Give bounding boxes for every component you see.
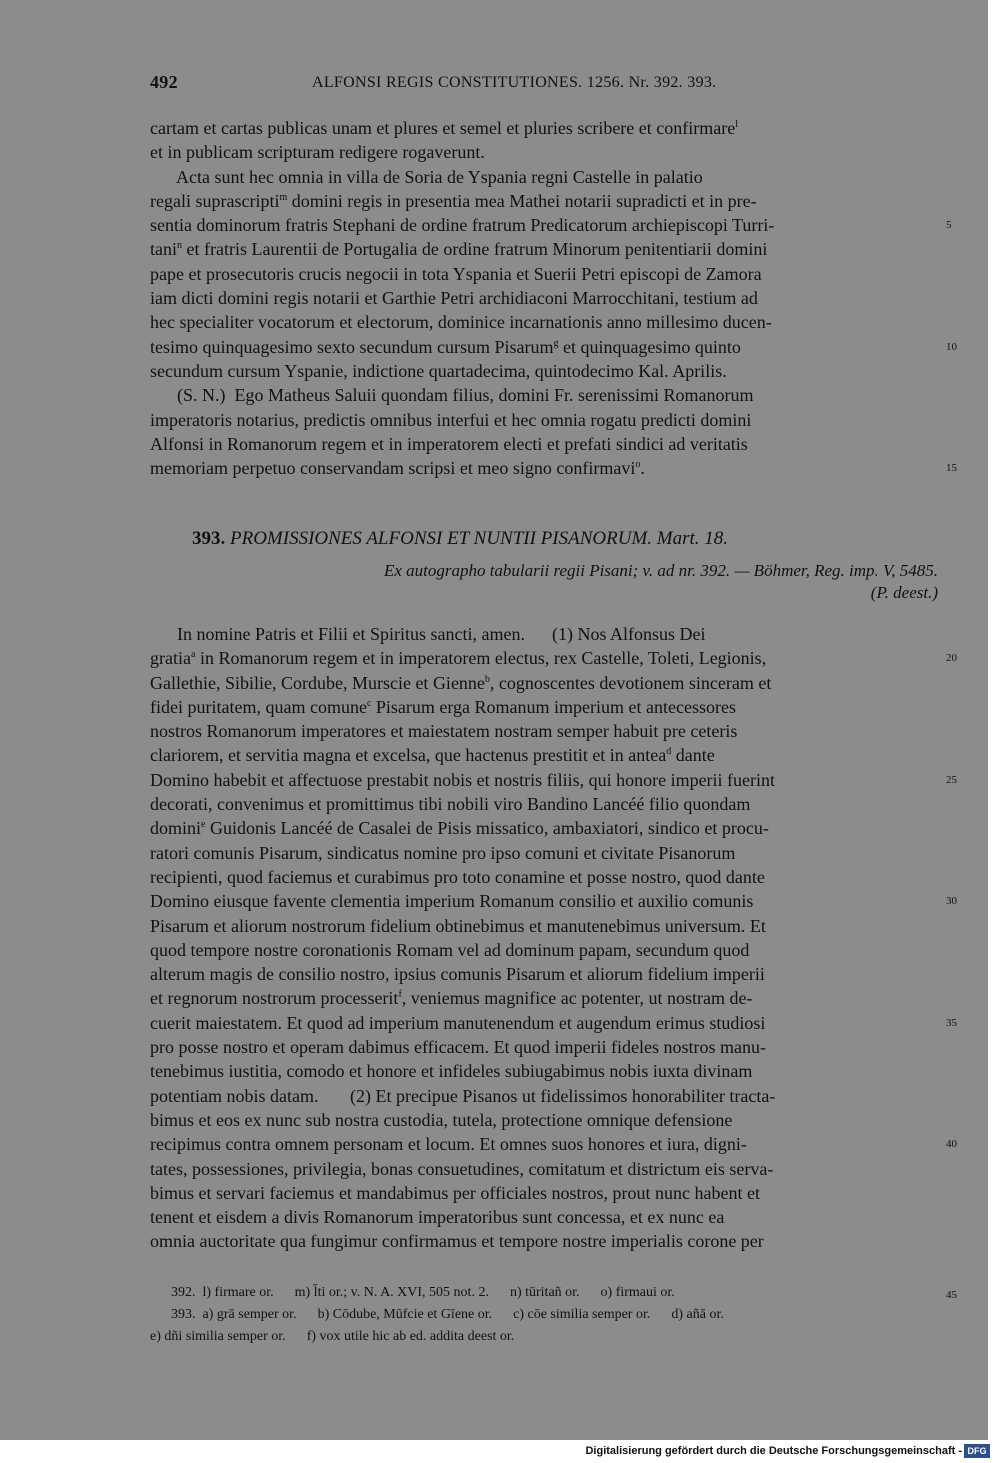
line-number: 5 bbox=[946, 219, 952, 232]
page-number: 492 bbox=[150, 72, 178, 92]
text-line bbox=[150, 816, 938, 840]
text-line bbox=[150, 719, 938, 743]
line-text: ratori comunis Pisarum, sindicatus nomine pro ipso comuni et civitate Pisanorum bbox=[150, 842, 736, 863]
line-text: e) dñi similia semper or. f) vox utile hic ab ed. addita deest or. bbox=[150, 1329, 515, 1344]
document-392-text bbox=[150, 116, 957, 480]
line-text-rest: , veniemus magnifice ac potenter, ut nostram de- bbox=[401, 988, 753, 1009]
text-line bbox=[150, 1181, 938, 1205]
source-line: Ex autographo tabularii regii Pisani; v. ad nr. 392. — Böhmer, Reg. imp. V, 5485. bbox=[383, 561, 938, 580]
line-text-rest: . bbox=[640, 458, 645, 479]
line-text: bimus et eos ex nunc sub nostra custodia, tutela, protectione omnique defensione bbox=[150, 1109, 733, 1130]
line-text: secundum cursum Yspanie, indictione quartadecima, quintodecimo Kal. Aprilis. bbox=[150, 360, 727, 381]
line-text: Pisarum et aliorum nostrorum fidelium obtinebimus et manutenebimus universum. Et bbox=[150, 915, 766, 936]
line-text: cuerit maiestatem. Et quod ad imperium manutenendum et augendum erimus studiosi bbox=[150, 1012, 766, 1033]
line-text: memoriam perpetuo conservandam scripsi et meo signo confirmavi bbox=[150, 458, 636, 479]
line-number: 45 bbox=[946, 1289, 957, 1301]
line-number: 15 bbox=[946, 462, 957, 475]
funding-credit: Digitalisierung gefördert durch die Deutsche Forschungsgemeinschaft - bbox=[585, 1445, 962, 1457]
text-line bbox=[150, 1304, 938, 1326]
text-line bbox=[150, 792, 938, 816]
text-line bbox=[150, 1282, 957, 1304]
footnote-marker: b bbox=[484, 673, 490, 685]
text-line bbox=[150, 1084, 938, 1108]
line-text: nostros Romanorum imperatores et maiestatem nostram semper habuit pre ceteris bbox=[150, 721, 738, 742]
text-line bbox=[150, 768, 957, 792]
footnotes bbox=[150, 1282, 957, 1348]
line-text: bimus et servari faciemus et mandabimus per officiales nostros, prout nunc habent et bbox=[150, 1182, 760, 1203]
document-date: Mart. 18. bbox=[656, 528, 729, 549]
document-title: PROMISSIONES ALFONSI ET NUNTII PISANORUM. bbox=[230, 528, 653, 549]
text-line bbox=[150, 1157, 938, 1181]
text-line bbox=[150, 237, 938, 261]
footnote-marker: m bbox=[279, 191, 288, 203]
line-text: sentia dominorum fratris Stephani de ordine fratrum Predicatorum archiepiscopi Turri- bbox=[150, 215, 775, 236]
footnote-marker: g bbox=[553, 337, 559, 349]
text-line bbox=[150, 1011, 957, 1035]
text-line bbox=[150, 408, 938, 432]
line-text: imperatoris notarius, predictis omnibus interfui et hec omnia rogatu predicti domini bbox=[150, 409, 752, 430]
line-text: cartam et cartas publicas unam et plures et semel et pluries scribere et confirmare bbox=[150, 118, 736, 138]
document-393-text bbox=[150, 622, 957, 1254]
footnote-marker: l bbox=[735, 119, 739, 130]
edition-line: (P. deest.) bbox=[870, 583, 938, 602]
text-line bbox=[150, 286, 938, 310]
text-line bbox=[150, 432, 938, 456]
line-number: 20 bbox=[946, 652, 957, 665]
line-text-rest: in Romanorum regem et in imperatorem electus, rex Castelle, Toleti, Legionis, bbox=[195, 648, 767, 669]
line-text-rest: et fratris Laurentii de Portugalia de ordine fratrum Minorum penitentiarii domini bbox=[182, 239, 768, 260]
line-text: clariorem, et servitia magna et excelsa, que hactenus prestitit et in antea bbox=[150, 745, 667, 766]
line-text-rest: Pisarum erga Romanum imperium et antecessores bbox=[371, 696, 736, 717]
text-line bbox=[150, 1205, 938, 1229]
line-text: potentiam nobis datam. (2) Et precipue Pisanos ut fidelissimos honorabiliter tracta- bbox=[150, 1085, 776, 1106]
line-text: pro posse nostro et operam dabimus efficacem. Et quod imperii fideles nostros manu- bbox=[150, 1037, 767, 1058]
line-text: et in publicam scripturam redigere rogaverunt. bbox=[150, 142, 485, 163]
text-line bbox=[150, 986, 938, 1010]
line-text-rest: domini regis in presentia mea Mathei notarii supradicti et in pre- bbox=[287, 190, 757, 211]
text-line bbox=[150, 865, 938, 889]
text-line bbox=[150, 213, 952, 237]
line-text-rest: Guidonis Lancéé de Casalei de Pisis missatico, ambaxiatori, sindico et procu- bbox=[205, 818, 769, 839]
footnote-marker: c bbox=[366, 697, 372, 709]
text-line bbox=[150, 262, 938, 286]
line-text: tesimo quinquagesimo sexto secundum cursum Pisarum bbox=[150, 336, 554, 357]
text-line bbox=[150, 938, 938, 962]
document-number: 393. bbox=[192, 528, 226, 549]
line-text: pape et prosecutoris crucis negocii in tota Yspania et Suerii Petri episcopi de Zamora bbox=[150, 263, 762, 284]
text-line bbox=[150, 841, 938, 865]
line-text: tani bbox=[150, 239, 177, 260]
line-text-rest: , cognoscentes devotionem sinceram et bbox=[489, 672, 772, 693]
line-text: recipimus contra omnem personam et locum. Et omnes suos honores et iura, digni- bbox=[150, 1134, 747, 1155]
text-line bbox=[150, 1229, 938, 1253]
line-text: Gallethie, Sibilie, Cordube, Murscie et Gienne bbox=[150, 672, 485, 693]
line-text: Domino eiusque favente clementia imperium Romanum consilio et auxilio comunis bbox=[150, 891, 754, 912]
text-line bbox=[150, 889, 957, 913]
text-line bbox=[150, 1059, 938, 1083]
line-text: recipienti, quod faciemus et curabimus pro toto conamine et posse nostro, quod dante bbox=[150, 866, 765, 887]
text-line bbox=[150, 743, 938, 767]
line-text: 393. a) grā semper or. b) Cōdube, Mūfcie et Gīene or. c) cōe similia semper or. d) añā or. bbox=[150, 1307, 724, 1322]
text-line bbox=[150, 310, 938, 334]
line-text: Alfonsi in Romanorum regem et in imperatorem electi et prefati sindici ad veritatis bbox=[150, 433, 748, 454]
text-line bbox=[150, 140, 938, 164]
line-text: fidei puritatem, quam comune bbox=[150, 696, 367, 717]
line-number: 30 bbox=[946, 895, 957, 908]
line-text-rest: et quinquagesimo quinto bbox=[558, 336, 741, 357]
line-text: Acta sunt hec omnia in villa de Soria de Yspania regni Castelle in palatio bbox=[150, 166, 703, 187]
line-text: Domino habebit et affectuose prestabit nobis et nostris filiis, qui honore imperii fuerint bbox=[150, 769, 776, 790]
line-text: domini bbox=[150, 818, 202, 839]
document-393-heading bbox=[192, 528, 932, 550]
line-text: In nomine Patris et Filii et Spiritus sancti, amen. (1) Nos Alfonsus Dei bbox=[150, 624, 706, 644]
text-line bbox=[150, 165, 938, 189]
line-text: omnia auctoritate qua fungimur confirmamus et tempore nostre imperialis corone per bbox=[150, 1231, 764, 1252]
line-text: hec specialiter vocatorum et electorum, dominice incarnationis anno millesimo ducen- bbox=[150, 312, 772, 333]
text-line bbox=[150, 359, 938, 383]
line-text-rest: dante bbox=[671, 745, 715, 766]
footnote-marker: d bbox=[666, 746, 672, 758]
text-line bbox=[150, 695, 938, 719]
text-line bbox=[150, 646, 957, 670]
text-line bbox=[150, 671, 938, 695]
dfg-logo: DFG bbox=[964, 1444, 990, 1458]
text-line bbox=[150, 335, 957, 359]
text-line bbox=[150, 622, 938, 646]
line-text: regali suprascripti bbox=[150, 190, 280, 211]
running-head bbox=[150, 72, 938, 98]
text-line bbox=[150, 1108, 938, 1132]
text-line bbox=[150, 189, 938, 213]
line-text: tates, possessiones, privilegia, bonas consuetudines, comitatum et districtum eis serva- bbox=[150, 1158, 774, 1179]
line-number: 25 bbox=[946, 773, 957, 786]
text-line bbox=[150, 116, 938, 140]
text-line bbox=[150, 914, 938, 938]
footnote-marker: n bbox=[177, 240, 182, 252]
line-number: 35 bbox=[946, 1016, 957, 1029]
line-text: alterum magis de consilio nostro, ipsius comunis Pisarum et aliorum fidelium imperii bbox=[150, 964, 765, 985]
document-393-source bbox=[150, 560, 938, 604]
line-text: gratia bbox=[150, 648, 191, 669]
text-line bbox=[150, 383, 938, 407]
line-text: et regnorum nostrorum processerit bbox=[150, 988, 399, 1009]
text-line bbox=[150, 456, 957, 480]
line-text: (S. N.) Ego Matheus Saluii quondam filius, domini Fr. serenissimi Romanorum bbox=[150, 385, 754, 406]
line-text: quod tempore nostre coronationis Romam vel ad dominum papam, secundum quod bbox=[150, 939, 750, 960]
footnote-marker: e bbox=[201, 819, 206, 831]
text-line bbox=[150, 1132, 957, 1156]
line-number: 40 bbox=[946, 1138, 957, 1151]
footer-bar bbox=[0, 1440, 1000, 1463]
line-text: decorati, convenimus et promittimus tibi nobili viro Bandino Lancéé filio quondam bbox=[150, 794, 751, 815]
line-text: tenebimus iustitia, comodo et honore et infideles subiugabimus nobis iuxta divinam bbox=[150, 1061, 753, 1082]
footnote-marker: a bbox=[190, 649, 196, 661]
footnote-marker: o bbox=[635, 459, 641, 471]
line-text: tenent et eisdem a divis Romanorum imperatoribus sunt concessa, et ex nunc ea bbox=[150, 1207, 725, 1228]
running-title: ALFONSI REGIS CONSTITUTIONES. 1256. Nr. 392. 393. bbox=[312, 74, 717, 91]
line-text: 392. l) firmare or. m) l̄ti or.; v. N. A. XVI, 505 not. 2. n) tūritañ or. o) firmaui or. bbox=[150, 1285, 675, 1300]
line-number: 10 bbox=[946, 340, 957, 353]
footnote-marker: f bbox=[398, 989, 402, 1001]
line-text: iam dicti domini regis notarii et Garthie Petri archidiaconi Marrocchitani, testium ad bbox=[150, 288, 758, 309]
text-line bbox=[150, 1035, 938, 1059]
text-line bbox=[150, 1326, 938, 1348]
text-line bbox=[150, 962, 938, 986]
